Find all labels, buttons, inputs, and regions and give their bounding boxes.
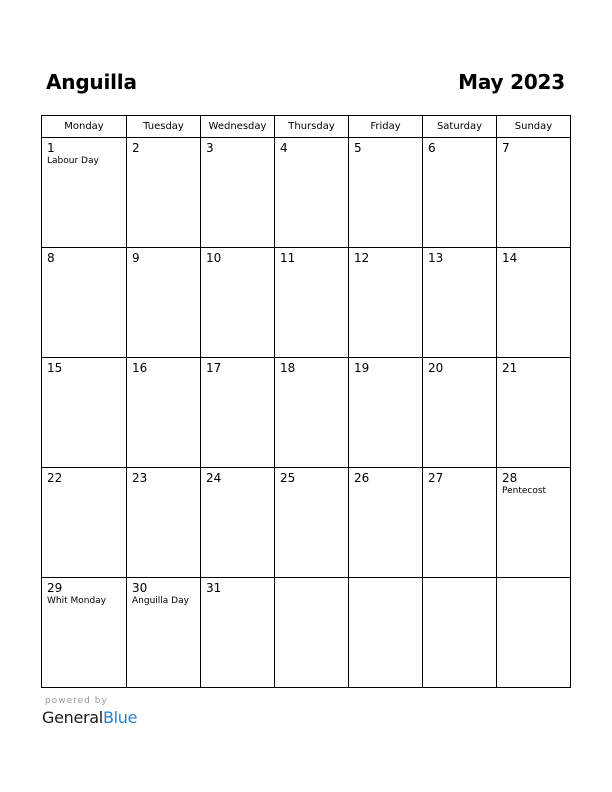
weekday-friday: Friday bbox=[349, 116, 423, 138]
day-number: 17 bbox=[206, 361, 222, 375]
day-cell bbox=[275, 358, 349, 468]
day-number: 21 bbox=[502, 361, 518, 375]
day-cell bbox=[497, 468, 571, 578]
weekday-header-row bbox=[42, 116, 571, 138]
weekday-monday: Monday bbox=[42, 116, 127, 138]
day-cell bbox=[423, 138, 497, 248]
day-number: 25 bbox=[280, 471, 296, 485]
day-cell bbox=[127, 578, 201, 688]
day-number: 23 bbox=[132, 471, 148, 485]
week-row-2 bbox=[42, 248, 571, 358]
day-cell bbox=[127, 358, 201, 468]
day-number: 2 bbox=[132, 141, 140, 155]
day-cell bbox=[42, 578, 127, 688]
day-cell bbox=[497, 138, 571, 248]
day-cell bbox=[201, 468, 275, 578]
day-number: 27 bbox=[428, 471, 444, 485]
calendar-grid bbox=[41, 115, 571, 688]
day-number: 16 bbox=[132, 361, 148, 375]
day-number: 24 bbox=[206, 471, 222, 485]
day-cell bbox=[497, 248, 571, 358]
day-cell bbox=[275, 248, 349, 358]
holiday-label: Anguilla Day bbox=[132, 596, 189, 606]
day-number: 18 bbox=[280, 361, 296, 375]
day-cell bbox=[349, 578, 423, 688]
day-cell bbox=[127, 468, 201, 578]
day-cell bbox=[497, 578, 571, 688]
day-cell bbox=[275, 138, 349, 248]
footer-branding bbox=[42, 696, 137, 728]
day-cell bbox=[201, 358, 275, 468]
holiday-label: Labour Day bbox=[47, 156, 99, 166]
weekday-sunday: Sunday bbox=[497, 116, 571, 138]
week-row-4 bbox=[42, 468, 571, 578]
day-cell bbox=[423, 248, 497, 358]
day-number: 31 bbox=[206, 581, 222, 595]
day-cell bbox=[349, 358, 423, 468]
day-number: 4 bbox=[280, 141, 288, 155]
weekday-wednesday: Wednesday bbox=[201, 116, 275, 138]
day-cell bbox=[201, 248, 275, 358]
day-number: 1 bbox=[47, 141, 55, 155]
day-number: 26 bbox=[354, 471, 370, 485]
day-number: 20 bbox=[428, 361, 444, 375]
day-number: 30 bbox=[132, 581, 148, 595]
day-cell bbox=[42, 468, 127, 578]
day-number: 15 bbox=[47, 361, 63, 375]
day-cell bbox=[275, 468, 349, 578]
day-cell bbox=[42, 138, 127, 248]
day-cell bbox=[42, 358, 127, 468]
day-cell bbox=[127, 248, 201, 358]
day-cell bbox=[201, 578, 275, 688]
day-number: 22 bbox=[47, 471, 63, 485]
day-number: 14 bbox=[502, 251, 518, 265]
month-title: May 2023 bbox=[458, 70, 565, 94]
day-number: 7 bbox=[502, 141, 510, 155]
country-title: Anguilla bbox=[46, 70, 137, 94]
day-number: 19 bbox=[354, 361, 370, 375]
day-cell bbox=[42, 248, 127, 358]
day-number: 13 bbox=[428, 251, 444, 265]
day-number: 12 bbox=[354, 251, 370, 265]
brand-name-general: General bbox=[42, 708, 103, 727]
week-row-1 bbox=[42, 138, 571, 248]
day-cell bbox=[201, 138, 275, 248]
day-number: 28 bbox=[502, 471, 518, 485]
day-number: 11 bbox=[280, 251, 296, 265]
day-number: 8 bbox=[47, 251, 55, 265]
day-cell bbox=[423, 578, 497, 688]
weekday-tuesday: Tuesday bbox=[127, 116, 201, 138]
day-number: 3 bbox=[206, 141, 214, 155]
day-number: 6 bbox=[428, 141, 436, 155]
weekday-saturday: Saturday bbox=[423, 116, 497, 138]
day-cell bbox=[349, 138, 423, 248]
day-cell bbox=[349, 468, 423, 578]
weekday-thursday: Thursday bbox=[275, 116, 349, 138]
day-cell bbox=[423, 358, 497, 468]
day-cell bbox=[127, 138, 201, 248]
calendar-header bbox=[41, 70, 570, 98]
day-cell bbox=[275, 578, 349, 688]
day-number: 10 bbox=[206, 251, 222, 265]
holiday-label: Pentecost bbox=[502, 486, 547, 496]
day-cell bbox=[497, 358, 571, 468]
day-cell bbox=[349, 248, 423, 358]
day-number: 9 bbox=[132, 251, 140, 265]
holiday-label: Whit Monday bbox=[47, 596, 107, 606]
day-number: 5 bbox=[354, 141, 362, 155]
brand-name-blue: Blue bbox=[102, 708, 138, 727]
day-cell bbox=[423, 468, 497, 578]
week-row-3 bbox=[42, 358, 571, 468]
day-number: 29 bbox=[47, 581, 63, 595]
week-row-5 bbox=[42, 578, 571, 688]
powered-by-text: powered by bbox=[45, 696, 108, 706]
brand-logo bbox=[42, 708, 137, 728]
